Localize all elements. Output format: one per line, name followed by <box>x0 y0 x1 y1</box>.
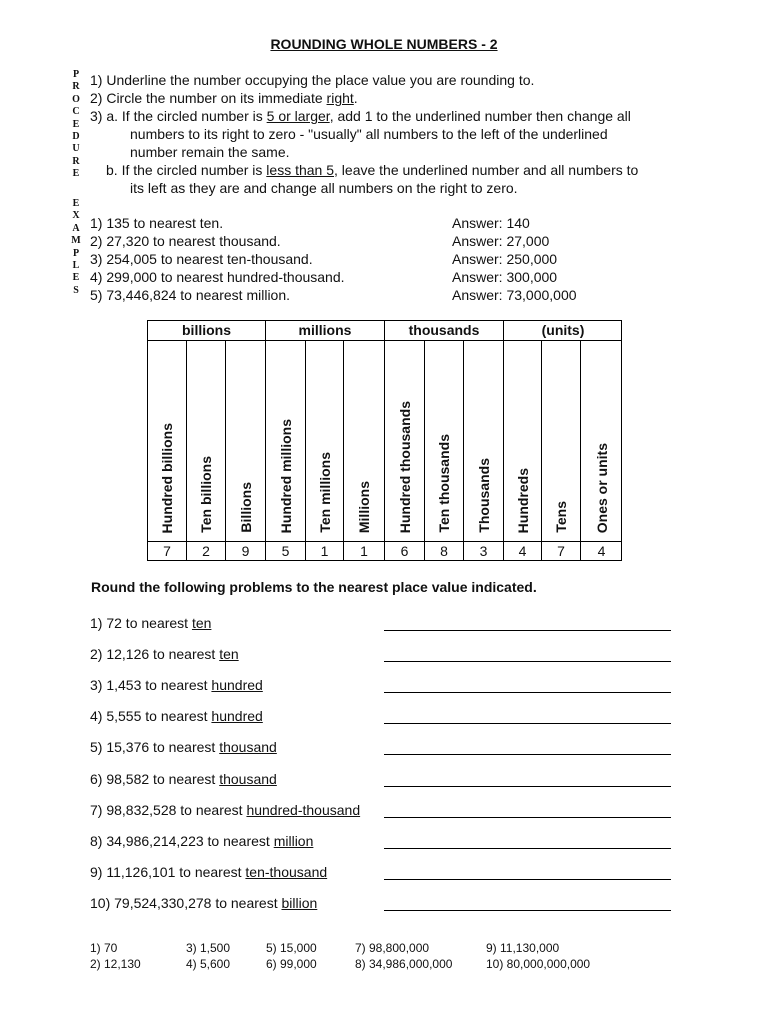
side-letter: P <box>72 69 80 80</box>
place-value-word: thousand <box>219 771 277 787</box>
side-letter: O <box>72 93 80 105</box>
place-value-word: ten-thousand <box>245 864 328 880</box>
column-header <box>306 341 344 542</box>
procedure-text: 2) Circle the number on its immediate <box>90 90 327 106</box>
side-label-examples <box>71 198 81 297</box>
digit-cell: 9 <box>226 542 266 561</box>
underlined-word: less than 5 <box>266 162 335 178</box>
place-value-word: hundred <box>211 708 263 724</box>
answer-key-item: 1) 70 <box>90 941 118 955</box>
answer-blank[interactable] <box>384 786 671 787</box>
example-question: 5) 73,446,824 to nearest million. <box>90 287 291 303</box>
answer-blank[interactable] <box>384 661 671 662</box>
digit-cell: 6 <box>385 542 425 561</box>
answer-key-item: 4) 5,600 <box>186 957 231 971</box>
problem-text: 8) 34,986,214,223 to nearest <box>90 833 274 849</box>
column-label: Millions <box>356 480 372 533</box>
place-value-word: billion <box>281 895 318 911</box>
answer-blank[interactable] <box>384 692 671 693</box>
side-letter: E <box>72 118 80 130</box>
problem-text: 4) 5,555 to nearest <box>90 708 212 724</box>
answer-key-item: 5) 15,000 <box>266 941 317 955</box>
answer-key-item: 8) 34,986,000,000 <box>355 957 453 971</box>
side-letter: S <box>73 284 79 296</box>
column-label: Hundred millions <box>277 418 294 533</box>
answer-blank[interactable] <box>384 817 671 818</box>
group-header-billions: billions <box>148 321 266 341</box>
column-label: Ten thousands <box>436 434 452 533</box>
digit-cell: 4 <box>597 543 606 559</box>
example-question: 1) 135 to nearest ten. <box>90 215 224 231</box>
column-label: Hundred billions <box>159 422 175 533</box>
group-header-units: (units) <box>504 321 622 341</box>
example-question: 2) 27,320 to nearest thousand. <box>90 233 281 249</box>
digit-cell: 3 <box>464 542 504 561</box>
side-letter: E <box>72 168 80 180</box>
procedure-step-3a <box>90 107 631 125</box>
page-title: ROUNDING WHOLE NUMBERS - 2 <box>270 36 498 52</box>
procedure-step-3a-line-2: numbers to its right to zero - "usually" all numbers to the left of the underlined <box>130 126 608 142</box>
procedure-step-2 <box>90 89 358 107</box>
column-label: Billions <box>237 482 254 533</box>
column-header <box>148 341 187 542</box>
column-header <box>266 341 306 542</box>
column-header <box>504 341 542 542</box>
procedure-step-3a-line-3: number remain the same. <box>130 144 290 160</box>
answer-key-item: 2) 12,130 <box>90 957 141 971</box>
place-value-word: ten <box>219 646 239 662</box>
example-answer: Answer: 250,000 <box>452 251 558 267</box>
digit-cell: 1 <box>306 542 344 561</box>
example-question: 4) 299,000 to nearest hundred-thousand. <box>90 269 345 285</box>
answer-blank[interactable] <box>384 848 671 849</box>
problem-item <box>90 864 327 880</box>
column-header <box>187 341 226 542</box>
answer-key-item: 3) 1,500 <box>186 941 231 955</box>
problem-item <box>90 646 239 662</box>
digit-cell: 4 <box>504 542 542 561</box>
answer-key-item: 9) 11,130,000 <box>486 941 560 955</box>
column-header <box>344 341 385 542</box>
side-letter: D <box>72 131 80 143</box>
problem-text: 9) 11,126,101 to nearest <box>90 864 246 880</box>
column-label: Ones or units <box>593 442 610 533</box>
example-answer: Answer: 27,000 <box>452 233 550 249</box>
answer-blank[interactable] <box>384 754 671 755</box>
problem-item <box>90 833 313 849</box>
column-label: Ten millions <box>316 452 333 533</box>
place-value-word: thousand <box>219 739 277 755</box>
place-value-word: million <box>273 833 314 849</box>
column-header <box>581 341 622 542</box>
column-header <box>385 341 425 542</box>
side-letter: E <box>72 198 80 209</box>
problem-item <box>90 739 277 755</box>
column-label: Hundred thousands <box>396 400 413 533</box>
example-answer: Answer: 73,000,000 <box>452 287 577 303</box>
place-value-word: hundred-thousand <box>246 802 361 818</box>
column-label: Thousands <box>475 458 492 533</box>
answer-blank[interactable] <box>384 630 671 631</box>
problem-item <box>90 895 317 911</box>
digit-cell: 8 <box>425 542 464 561</box>
side-label-procedure <box>71 69 81 181</box>
side-letter: M <box>71 235 81 247</box>
answer-key-item: 6) 99,000 <box>266 957 317 971</box>
side-letter: E <box>72 272 80 284</box>
problem-item <box>90 771 277 787</box>
problem-text: 6) 98,582 to nearest <box>90 771 220 787</box>
example-question: 3) 254,005 to nearest ten-thousand. <box>90 251 313 267</box>
side-letter: A <box>72 222 80 234</box>
underlined-word: right <box>326 90 354 106</box>
side-letter: L <box>72 260 80 272</box>
procedure-text: . <box>353 90 358 106</box>
column-header <box>425 341 464 542</box>
procedure-text: , add 1 to the underlined number then change all <box>329 108 631 124</box>
answer-blank[interactable] <box>384 723 671 724</box>
side-letter: R <box>72 81 80 93</box>
underlined-word: 5 or larger <box>266 108 330 124</box>
side-letter: C <box>72 106 80 118</box>
answer-key-item: 10) 80,000,000,000 <box>486 957 591 971</box>
instruction-heading: Round the following problems to the nearest place value indicated. <box>91 579 537 595</box>
column-label: Tens <box>553 501 569 533</box>
side-letter: P <box>72 247 80 259</box>
problem-text: 3) 1,453 to nearest <box>90 677 212 693</box>
problem-item <box>90 802 360 818</box>
group-header-millions: millions <box>266 321 385 341</box>
place-value-word: hundred <box>211 677 263 693</box>
problem-item <box>90 708 263 724</box>
problem-text: 2) 12,126 to nearest <box>90 646 220 662</box>
answer-blank[interactable] <box>384 879 671 880</box>
side-letter: U <box>72 143 80 155</box>
problem-text: 1) 72 to nearest <box>90 615 192 631</box>
place-value-word: ten <box>191 615 212 631</box>
procedure-step-1: 1) Underline the number occupying the place value you are rounding to. <box>90 72 535 88</box>
side-letter: R <box>72 155 80 167</box>
side-letter: X <box>72 210 80 222</box>
digit-cell: 7 <box>148 542 187 561</box>
example-answer: Answer: 140 <box>452 215 530 231</box>
problem-item <box>90 677 263 693</box>
answer-blank[interactable] <box>384 910 671 911</box>
problem-text: 10) 79,524,330,278 to nearest <box>90 895 282 911</box>
column-label: Ten billions <box>198 456 214 533</box>
digit-cell: 1 <box>344 542 385 561</box>
answer-key-item: 7) 98,800,000 <box>355 941 430 955</box>
column-header <box>226 341 266 542</box>
procedure-text: b. If the circled number is <box>106 162 267 178</box>
column-header <box>542 341 581 542</box>
column-label: Hundreds <box>514 467 531 533</box>
procedure-step-3b <box>106 161 638 179</box>
digit-cell: 7 <box>542 542 581 561</box>
problem-text: 7) 98,832,528 to nearest <box>90 802 247 818</box>
problem-item <box>90 615 211 631</box>
place-value-table <box>147 320 622 561</box>
procedure-step-3b-line-2: its left as they are and change all numbers on the right to zero. <box>130 180 518 196</box>
procedure-text: , leave the underlined number and all numbers to <box>334 162 639 178</box>
digit-cell: 5 <box>266 542 306 561</box>
example-answer: Answer: 300,000 <box>452 269 558 285</box>
digit-cell: 2 <box>187 542 226 561</box>
group-header-thousands: thousands <box>385 321 504 341</box>
problem-text: 5) 15,376 to nearest <box>90 739 220 755</box>
procedure-text: 3) a. If the circled number is <box>90 108 267 124</box>
column-header <box>464 341 504 542</box>
